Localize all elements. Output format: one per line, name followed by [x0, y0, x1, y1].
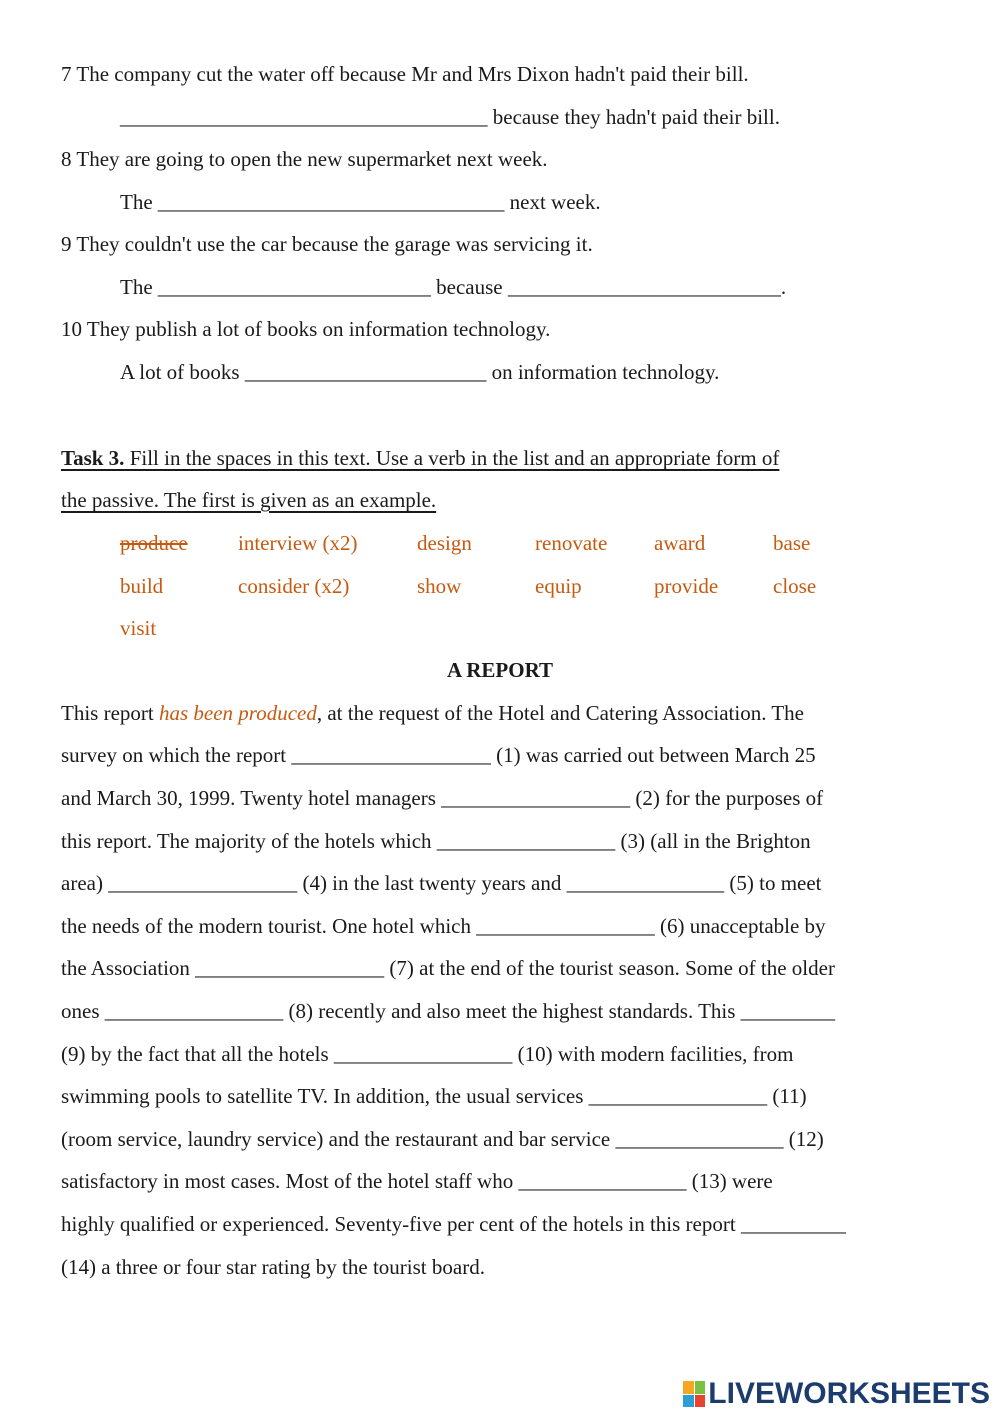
word-bank-item: renovate: [535, 531, 608, 555]
report-line-1-end: , at the request of the Hotel and Catering Association. The: [316, 701, 804, 725]
report-line[interactable]: area) __________________ (4) in the last twenty years and _______________ (5) to meet: [61, 871, 822, 895]
word-bank-item: build: [120, 574, 164, 598]
report-line[interactable]: ones _________________ (8) recently and also meet the highest standards. This _________: [61, 999, 836, 1023]
question-7-prompt: 7 The company cut the water off because Mr and Mrs Dixon hadn't paid their bill.: [61, 62, 749, 86]
question-9-answer[interactable]: The __________________________ because __________________________.: [120, 275, 787, 299]
word-bank-item: design: [417, 531, 472, 555]
report-title: A REPORT: [446, 658, 554, 682]
report-line[interactable]: this report. The majority of the hotels which _________________ (3) (all in the Brighton: [61, 829, 811, 853]
report-example-answer: has been produced: [158, 701, 317, 725]
question-7-answer[interactable]: ___________________________________ because they hadn't paid their bill.: [120, 105, 780, 129]
report-line-1-start: This report: [61, 701, 159, 725]
word-bank-item: base: [773, 531, 811, 555]
task3-instruction-line-1: [61, 445, 779, 471]
report-line[interactable]: the Association __________________ (7) at the end of the tourist season. Some of the older: [61, 956, 835, 980]
question-8-prompt: 8 They are going to open the new supermarket next week.: [61, 147, 548, 171]
word-bank-item: show: [417, 574, 462, 598]
word-bank-item: award: [654, 531, 706, 555]
word-bank-item: visit: [120, 616, 157, 640]
report-line: (14) a three or four star rating by the tourist board.: [61, 1255, 485, 1279]
liveworksheets-logo[interactable]: [683, 1377, 990, 1411]
report-line[interactable]: highly qualified or experienced. Seventy-five per cent of the hotels in this report __________: [61, 1212, 846, 1236]
task3-label: Task 3.: [61, 446, 125, 470]
liveworksheets-logo-icon: [683, 1381, 705, 1407]
task3-instruction-text-1: Fill in the spaces in this text. Use a verb in the list and an appropriate form of: [124, 446, 780, 470]
report-line[interactable]: satisfactory in most cases. Most of the hotel staff who ________________ (13) were: [61, 1169, 773, 1193]
question-10-answer[interactable]: A lot of books _______________________ on information technology.: [120, 360, 720, 384]
report-line-1: [61, 700, 804, 726]
report-line[interactable]: survey on which the report ___________________ (1) was carried out between March 25: [61, 743, 816, 767]
report-line[interactable]: swimming pools to satellite TV. In addition, the usual services _________________ (11): [61, 1084, 807, 1108]
word-bank-item: equip: [535, 574, 582, 598]
task3-instruction-line-2: the passive. The first is given as an example.: [61, 488, 437, 512]
report-line[interactable]: and March 30, 1999. Twenty hotel managers __________________ (2) for the purposes of: [61, 786, 824, 810]
word-bank-item: interview (x2): [238, 531, 358, 555]
question-10-prompt: 10 They publish a lot of books on information technology.: [61, 317, 551, 341]
question-9-prompt: 9 They couldn't use the car because the garage was servicing it.: [61, 232, 593, 256]
question-8-answer[interactable]: The _________________________________ next week.: [120, 190, 601, 214]
word-bank-item: close: [773, 574, 817, 598]
logo-text: LIVEWORKSHEETS: [708, 1377, 990, 1410]
word-bank-item: produce: [120, 531, 188, 555]
word-bank-item: consider (x2): [238, 574, 350, 598]
report-line[interactable]: the needs of the modern tourist. One hotel which _________________ (6) unacceptable by: [61, 914, 826, 938]
report-line[interactable]: (9) by the fact that all the hotels _________________ (10) with modern facilities, from: [61, 1042, 794, 1066]
report-line[interactable]: (room service, laundry service) and the restaurant and bar service ________________ (12): [61, 1127, 824, 1151]
word-bank-item: provide: [654, 574, 719, 598]
